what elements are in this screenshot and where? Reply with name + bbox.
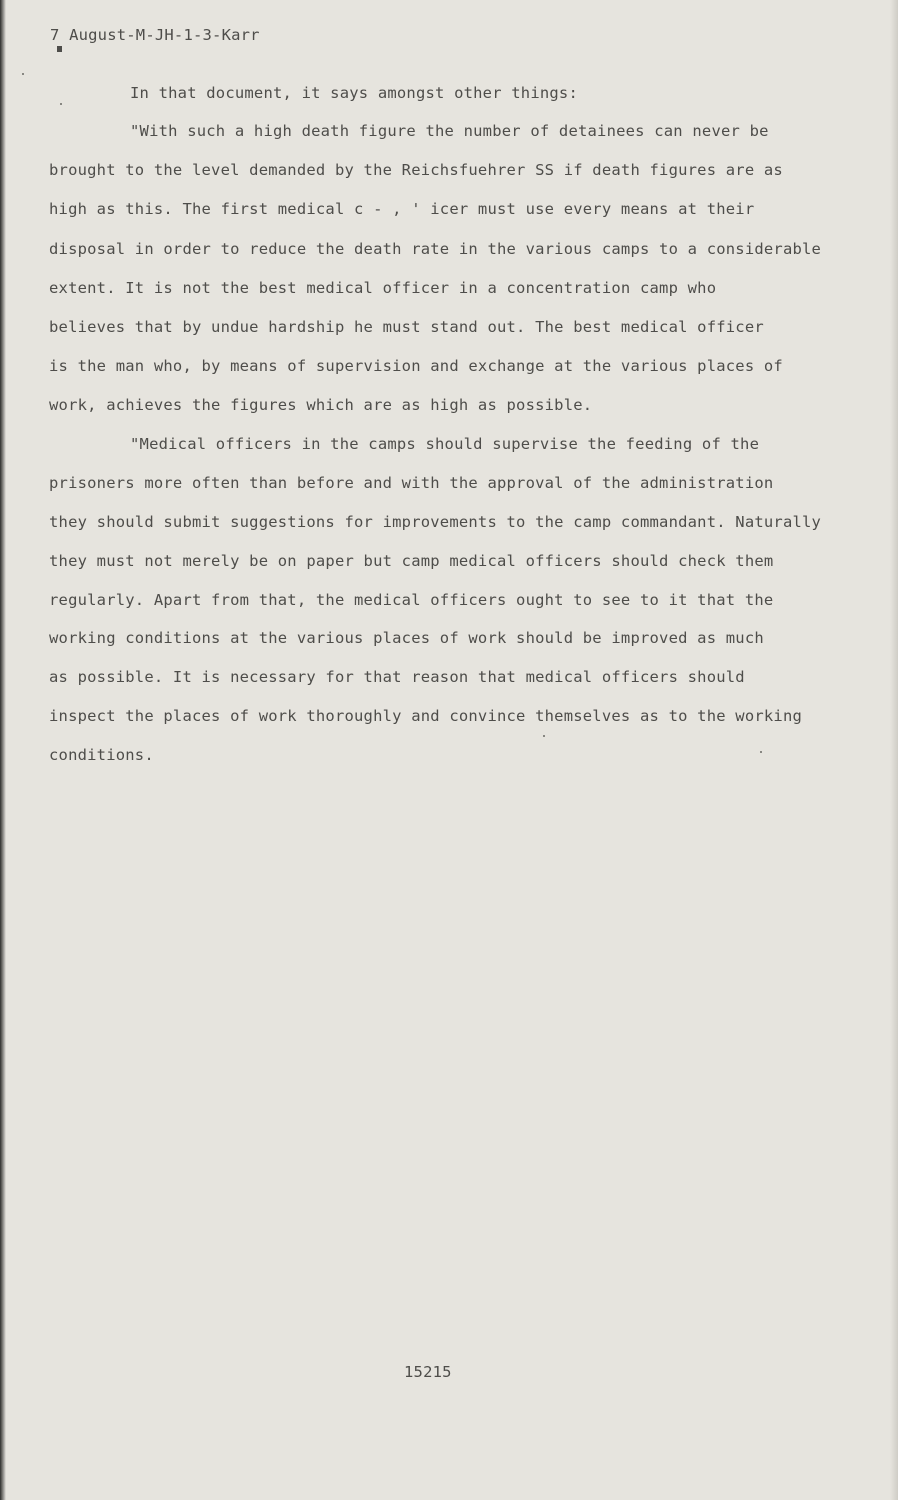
paragraph2-line: "Medical officers in the camps should supervise the feeding of the xyxy=(130,435,760,453)
paragraph1-line: "With such a high death figure the number of detainees can never be xyxy=(130,122,769,140)
ink-mark xyxy=(57,46,62,52)
paragraph2-line: inspect the places of work thoroughly and convince themselves as to the working xyxy=(49,707,803,725)
paragraph1-line: brought to the level demanded by the Reichsfuehrer SS if death figures are as xyxy=(49,161,783,179)
paragraph2-line: as possible. It is necessary for that reason that medical officers should xyxy=(49,668,745,686)
paragraph2-line: conditions. xyxy=(49,746,154,764)
paragraph2-line: prisoners more often than before and with the approval of the administration xyxy=(49,474,774,492)
paragraph2-line: regularly. Apart from that, the medical officers ought to see to it that the xyxy=(49,591,774,609)
paragraph2-line: working conditions at the various places of work should be improved as much xyxy=(49,629,764,647)
paragraph1-line: disposal in order to reduce the death rate in the various camps to a considerable xyxy=(49,240,822,258)
paragraph1-line: believes that by undue hardship he must stand out. The best medical officer xyxy=(49,318,764,336)
paragraph1-line: extent. It is not the best medical officer in a concentration camp who xyxy=(49,279,717,297)
page-edge-shading xyxy=(890,0,898,1500)
speck xyxy=(22,73,24,75)
paragraph1-line: is the man who, by means of supervision and exchange at the various places of xyxy=(49,357,783,375)
page-number: 15215 xyxy=(404,1363,452,1381)
paragraph1-line: work, achieves the figures which are as high as possible. xyxy=(49,396,593,414)
paragraph1-line: high as this. The first medical c - , ' icer must use every means at their xyxy=(49,200,755,218)
speck xyxy=(760,751,762,753)
paragraph2-line: they should submit suggestions for improvements to the camp commandant. Naturally xyxy=(49,513,822,531)
page-edge-shadow xyxy=(0,0,6,1500)
paragraph2-line: they must not merely be on paper but camp medical officers should check them xyxy=(49,552,774,570)
speck xyxy=(60,103,62,105)
intro-line: In that document, it says amongst other things: xyxy=(130,84,578,102)
document-header: 7 August-M-JH-1-3-Karr xyxy=(50,26,260,44)
speck xyxy=(543,735,545,737)
